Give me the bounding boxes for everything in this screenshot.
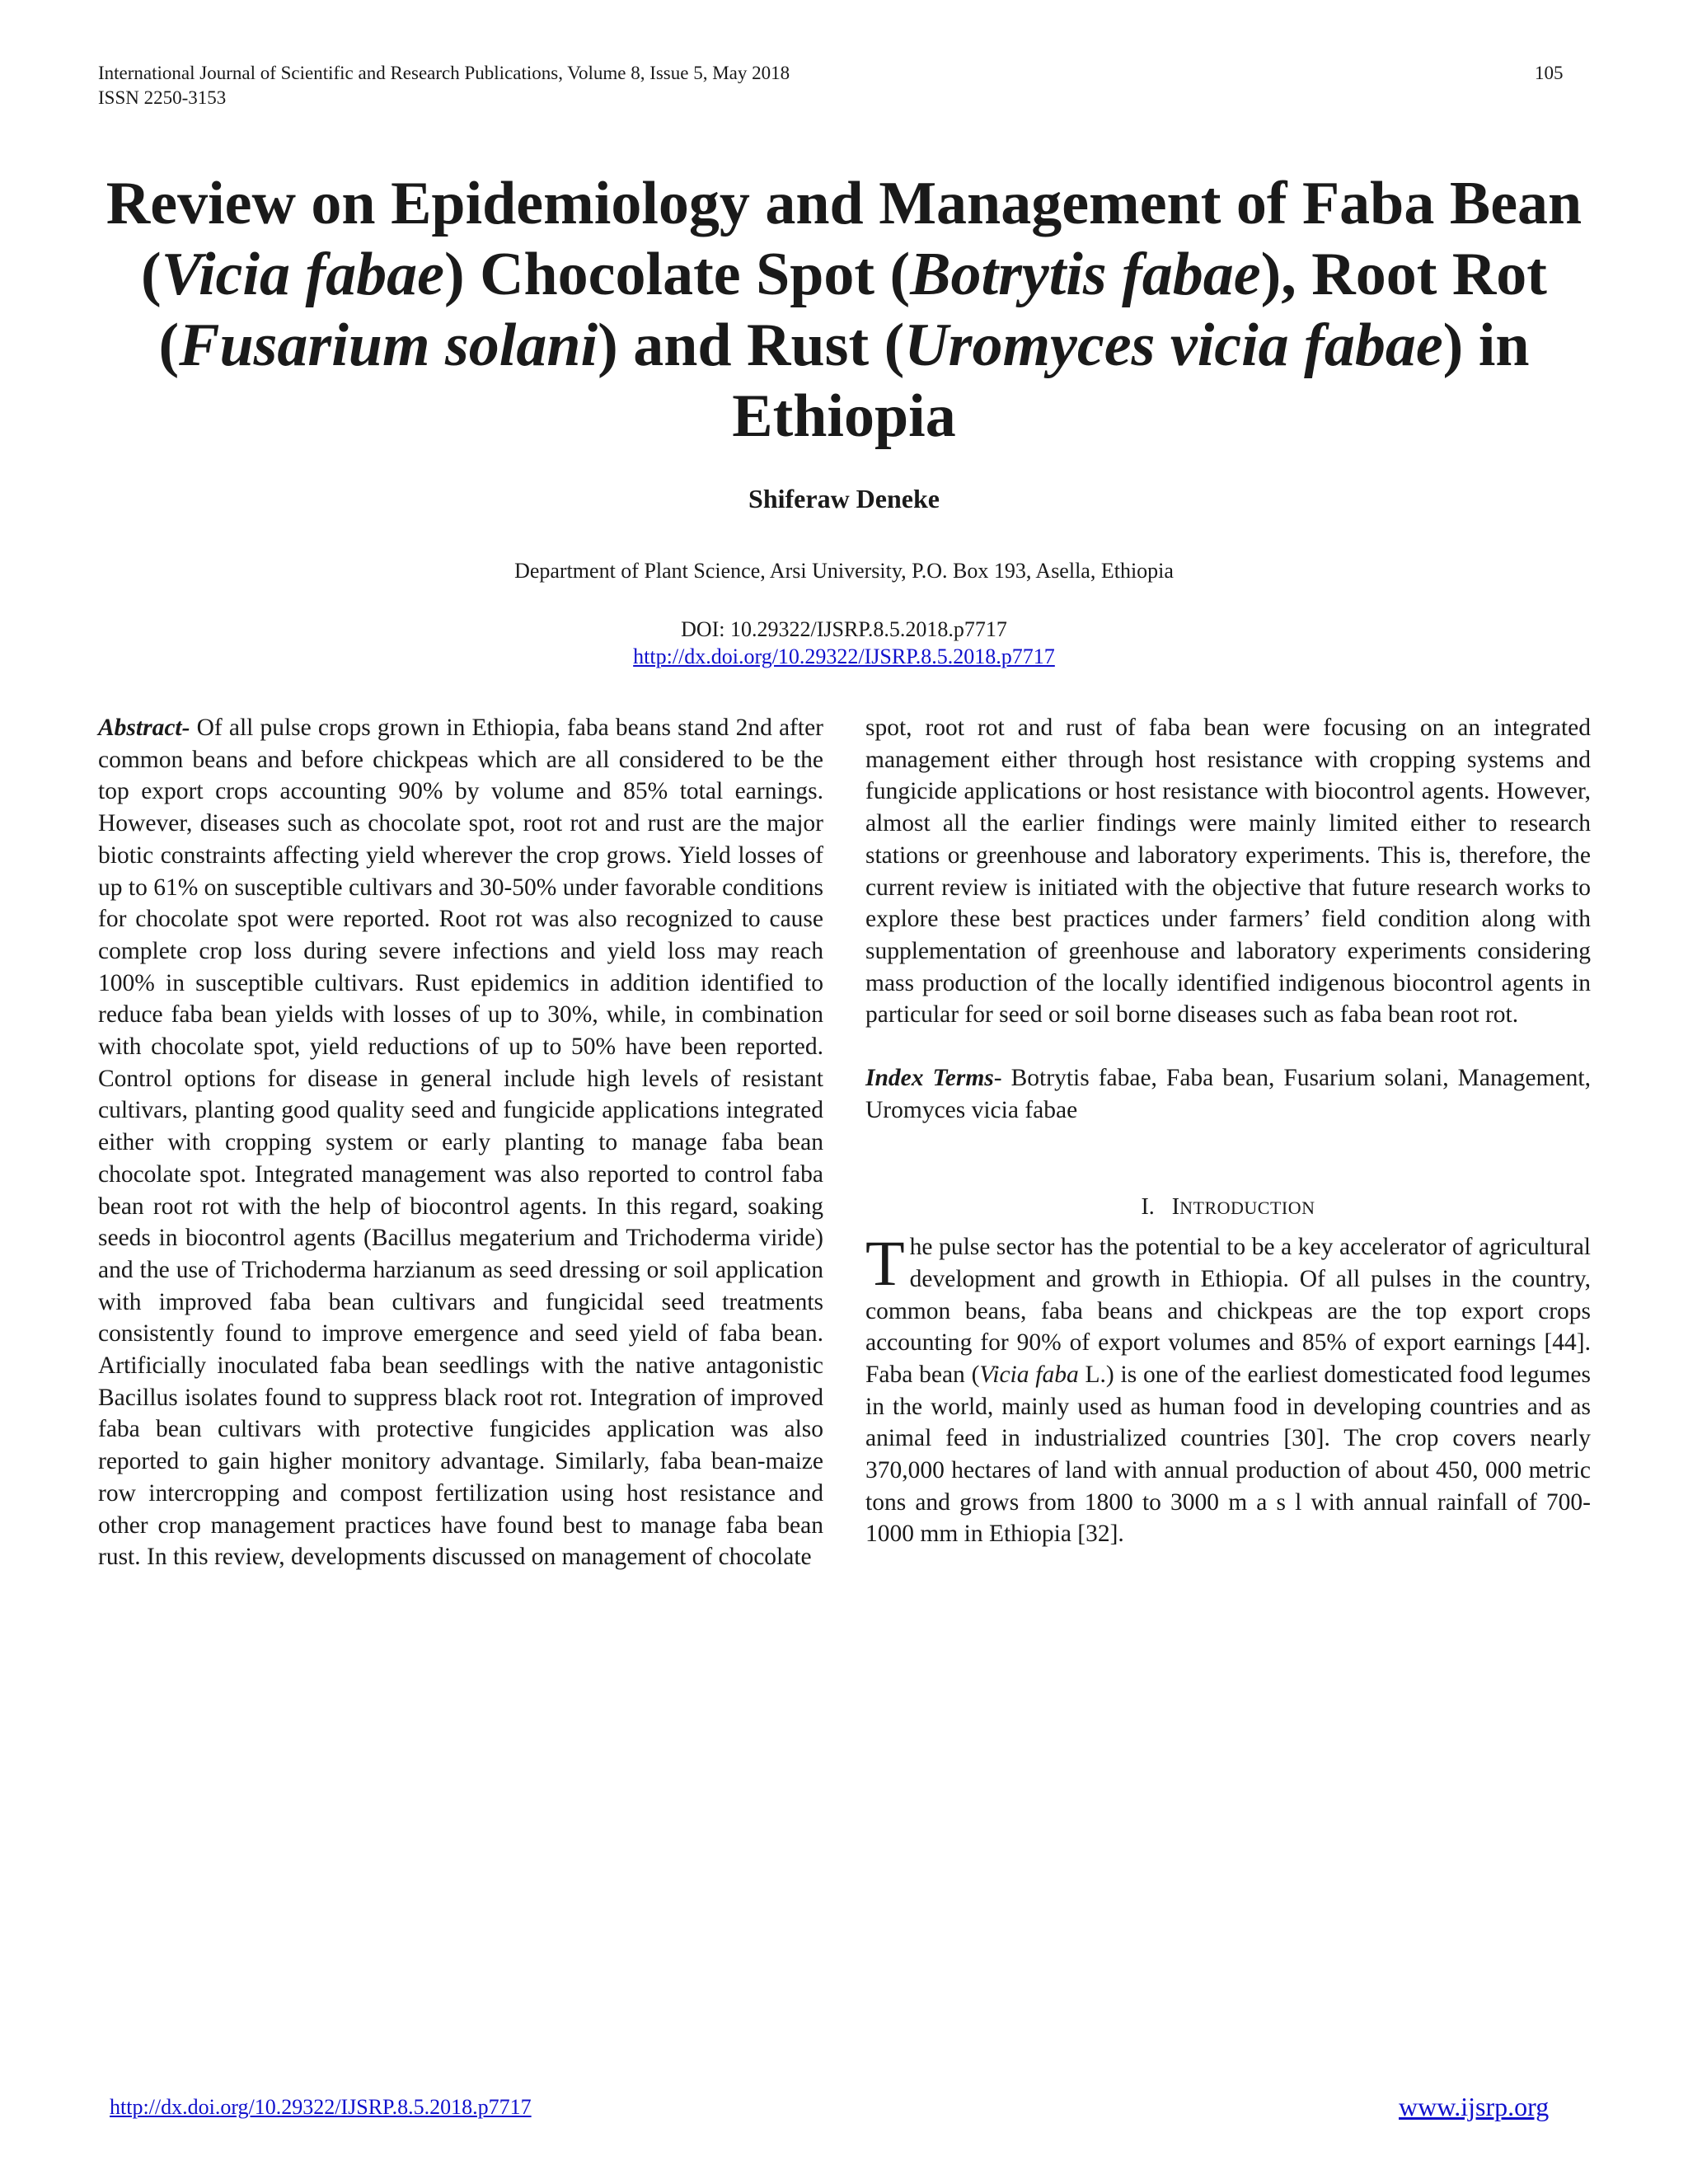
title-text: ) Chocolate Spot ( <box>443 241 911 308</box>
title-text: ( <box>141 241 162 308</box>
drop-cap: T <box>865 1227 905 1300</box>
abstract-continuation: spot, root rot and rust of faba bean were focusing on an integrated management either through host resistance with cropping systems and fungicide applications or host resistance with biocontrol agents. However, almost all the earlier findings were mainly limited either to research stations or greenhouse and laboratory experiments. This is, therefore, the current review is initiated with the objective that future research works to explore these best practices under farmers’ field condition along with supplementation of greenhouse and laboratory experiments considering mass production of the locally identified indigenous biocontrol agents in particular for seed or soil borne diseases such as faba bean root rot. <box>865 715 1591 1029</box>
index-terms-body: Botrytis fabae, Faba bean, Fusarium solani, Management, Uromyces vicia fabae <box>865 1065 1591 1123</box>
intro-text: L.) is one of the earliest domesticated food legumes in the world, mainly used as human food in developing countries and as animal feed in industrialized countries [30]. The crop covers nearly 370,000 hectares of land with annual production of about 450, 000 metric tons and grows from 1800 to 3000 m a s l with annual rainfall of 700-1000 mm in Ethiopia [32]. <box>865 1361 1592 1548</box>
title-text: ( <box>158 312 180 379</box>
section-number: I. <box>1141 1194 1155 1221</box>
introduction-paragraph <box>865 1227 1592 1550</box>
journal-line: International Journal of Scientific and Research Publications, Volume 8, Issue 5, May 2018 <box>98 63 790 83</box>
issn: ISSN 2250-3153 <box>98 87 227 108</box>
title-text: Review on Epidemiology and Management of Faba Bean <box>106 170 1582 237</box>
title-line-1 <box>82 168 1606 239</box>
title-species-name: Vicia fabae <box>161 241 444 308</box>
author-name: Shiferaw Deneke <box>748 484 940 513</box>
abstract-label: Abstract- <box>98 715 190 741</box>
title-text: ) in <box>1442 312 1530 379</box>
right-column <box>865 712 1591 1550</box>
title-text: ), Root Rot <box>1260 241 1547 308</box>
title-species-name: Fusarium solani <box>179 312 598 379</box>
index-terms-dash: - <box>993 1065 1002 1092</box>
footer-doi-link[interactable]: http://dx.doi.org/10.29322/IJSRP.8.5.2018.p7717 <box>110 2095 532 2119</box>
intro-text: he pulse sector has the potential to be a key accelerator of agricultural development and growth in Ethiopia. Of all pulses in the country, common beans, faba beans and chickpeas are the top export crops accounting for 90% of export volumes and 85% of export earnings [44]. Faba bean ( <box>865 1234 1591 1388</box>
title-line-2 <box>82 239 1606 310</box>
title-text: ) and Rust ( <box>598 312 905 379</box>
left-column <box>98 712 823 1573</box>
title-text: Ethiopia <box>732 382 956 450</box>
title-species-name: Uromyces vicia fabae <box>904 312 1443 379</box>
doi-link[interactable]: http://dx.doi.org/10.29322/IJSRP.8.5.2018.p7717 <box>633 644 1055 668</box>
section-title-rest: NTRODUCTION <box>1179 1197 1315 1219</box>
affiliation: Department of Plant Science, Arsi University, P.O. Box 193, Asella, Ethiopia <box>514 559 1174 583</box>
section-title-initial: I <box>1171 1194 1180 1221</box>
section-heading-introduction <box>865 1192 1591 1225</box>
title-line-3 <box>82 310 1606 381</box>
title-species-name: Botrytis fabae <box>910 241 1261 308</box>
doi-text: DOI: 10.29322/IJSRP.8.5.2018.p7717 <box>681 617 1007 641</box>
doi-block <box>0 616 1688 670</box>
index-terms-paragraph <box>865 1062 1591 1126</box>
title-line-4 <box>82 381 1606 452</box>
intro-species-name: Vicia faba <box>979 1361 1079 1388</box>
abstract-body: Of all pulse crops grown in Ethiopia, faba beans stand 2nd after common beans and before chickpeas which are all considered to be the top export crops accounting 90% by volume and 85% total earnings. However, diseases such as chocolate spot, root rot and rust are the major biotic constraints affecting yield wherever the crop grows. Yield losses of up to 61% on susceptible cultivars and 30-50% under favorable conditions for chocolate spot were reported. Root rot was also recognized to cause complete crop loss during severe infections and yield loss may reach 100% in susceptible cultivars. Rust epidemics in addition identified to reduce faba bean yields with losses of up to 30%, while, in combination with chocolate spot, yield reductions of up to 50% have been reported. Control options for disease in general include high levels of resistant cultivars, planting good quality seed and fungicide applications integrated either with cropping system or early planting to manage faba bean chocolate spot. Integrated management was also reported to control faba bean root rot with the help of biocontrol agents. In this regard, soaking seeds in biocontrol agents (Bacillus megaterium and Trichoderma viride) and the use of Trichoderma harzianum as seed dressing or soil application with improved faba bean cultivars and fungicidal seed treatments consistently found to improve emergence and seed yield of faba bean. Artificially inoculated faba bean seedlings with the native antagonistic Bacillus isolates found to suppress black root rot. Integration of improved faba bean cultivars with protective fungicides application was also reported to gain higher monitory advantage. Similarly, faba bean-maize row intercropping and compost fertilization using host resistance and other crop management practices have found best to manage faba bean rust. In this review, developments discussed on management of chocolate <box>98 715 823 1571</box>
index-terms-label: Index Terms <box>865 1065 994 1092</box>
footer-site-link[interactable]: www.ijsrp.org <box>1399 2092 1550 2121</box>
paper-title <box>82 168 1606 452</box>
running-header <box>98 61 790 110</box>
page-number: 105 <box>1535 63 1564 83</box>
abstract-paragraph <box>98 712 823 1573</box>
